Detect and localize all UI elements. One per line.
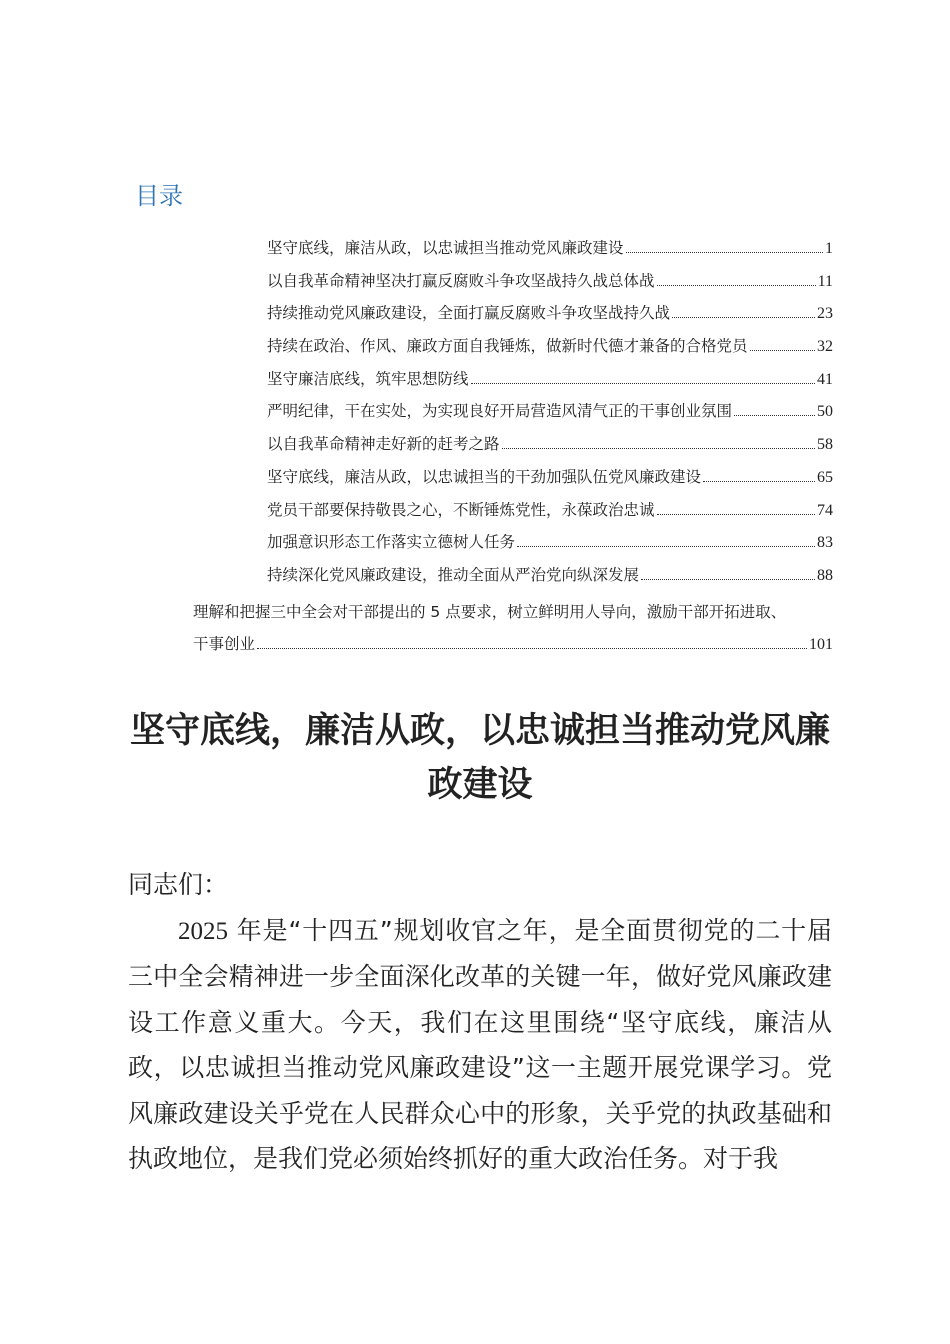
toc-item-title: 党员干部要保持敬畏之心，不断锤炼党性，永葆政治忠诚 <box>267 500 655 519</box>
toc-leader-dots <box>641 579 815 580</box>
toc-leader-dots <box>734 415 815 416</box>
toc-item-page: 50 <box>817 403 833 421</box>
toc-item[interactable] <box>267 530 833 563</box>
toc-leader-dots <box>471 383 815 384</box>
toc-item-page: 23 <box>817 305 833 323</box>
toc-leader-dots <box>672 317 815 318</box>
document-body <box>128 862 832 1182</box>
toc-item-page: 65 <box>817 468 833 486</box>
toc-item[interactable] <box>267 498 833 531</box>
toc-item-title: 以自我革命精神走好新的赶考之路 <box>267 435 500 454</box>
toc-item-page: 41 <box>817 370 833 388</box>
toc-item-title-line2-row <box>193 628 833 661</box>
toc-heading: 目录 <box>135 182 183 210</box>
toc-item-page: 1 <box>825 240 833 257</box>
toc-item-title: 持续推动党风廉政建设，全面打赢反腐败斗争攻坚战持久战 <box>267 304 671 323</box>
toc-item-title: 严明纪律，干在实处，为实现良好开局营造风清气正的干事创业氛围 <box>267 402 733 421</box>
toc-leader-dots <box>626 252 823 253</box>
toc-item-page: 83 <box>817 534 833 552</box>
toc-leader-dots <box>517 546 815 547</box>
toc-item-page: 32 <box>817 338 833 356</box>
paragraph-text: 年是“十四五”规划收官之年，是全面贯彻党的二十届三中全会精神进一步全面深化改革的关键一年，做好党风廉政建设工作意义重大。今天，我们在这里围绕“坚守底线，廉洁从政，以忠诚担当推动党风廉政建设”这一主题开展党课学习。党风廉政建设关乎党在人民群众心中的形象，关乎党的执政基础和执政地位，是我们党必须始终抓好的重大政治任务。对于我 <box>128 915 832 1173</box>
toc-list <box>267 236 833 596</box>
toc-leader-dots <box>257 648 807 649</box>
toc-item-page: 58 <box>817 436 833 454</box>
toc-item-title: 坚守底线，廉洁从政，以忠诚担当的干劲加强队伍党风廉政建设 <box>267 467 702 486</box>
toc-item-title: 坚守底线，廉洁从政，以忠诚担当推动党风廉政建设 <box>267 239 624 257</box>
toc-item[interactable] <box>267 334 833 367</box>
toc-item[interactable] <box>267 432 833 465</box>
toc-leader-dots <box>657 285 816 286</box>
toc-item[interactable] <box>267 301 833 334</box>
body-paragraph <box>128 908 832 1182</box>
toc-item-title: 持续深化党风廉政建设，推动全面从严治党向纵深发展 <box>267 565 640 584</box>
toc-item-title: 加强意识形态工作落实立德树人任务 <box>267 533 516 552</box>
toc-leader-dots <box>750 350 815 351</box>
toc-item-page: 88 <box>817 566 833 584</box>
document-title: 坚守底线，廉洁从政，以忠诚担当推动党风廉政建设 <box>129 711 830 805</box>
toc-item-title-line2: 干事创业 <box>193 635 256 653</box>
toc-item-title-line1: 理解和把握三中全会对干部提出的 5 点要求，树立鲜明用人导向，激励干部开拓进取、 <box>193 603 787 621</box>
toc-item-page: 11 <box>817 272 833 290</box>
toc-leader-dots <box>657 514 815 515</box>
toc-item-title: 坚守廉洁底线，筑牢思想防线 <box>267 369 469 388</box>
toc-item-long[interactable] <box>193 596 833 661</box>
toc-item[interactable] <box>267 399 833 432</box>
toc-item[interactable] <box>267 563 833 596</box>
toc-item-page: 74 <box>817 501 833 519</box>
toc-leader-dots <box>502 448 815 449</box>
toc-item-title: 持续在政治、作风、廉政方面自我锤炼，做新时代德才兼备的合格党员 <box>267 337 748 356</box>
toc-item[interactable] <box>267 269 833 302</box>
toc-item[interactable] <box>267 465 833 498</box>
toc-item-page: 101 <box>809 636 833 653</box>
paragraph-year: 2025 <box>178 917 228 945</box>
toc-item[interactable] <box>267 236 833 269</box>
toc-item-title: 以自我革命精神坚决打赢反腐败斗争攻坚战持久战总体战 <box>267 271 655 290</box>
toc-leader-dots <box>703 481 815 482</box>
salutation: 同志们： <box>128 870 229 899</box>
toc-item[interactable] <box>267 367 833 400</box>
